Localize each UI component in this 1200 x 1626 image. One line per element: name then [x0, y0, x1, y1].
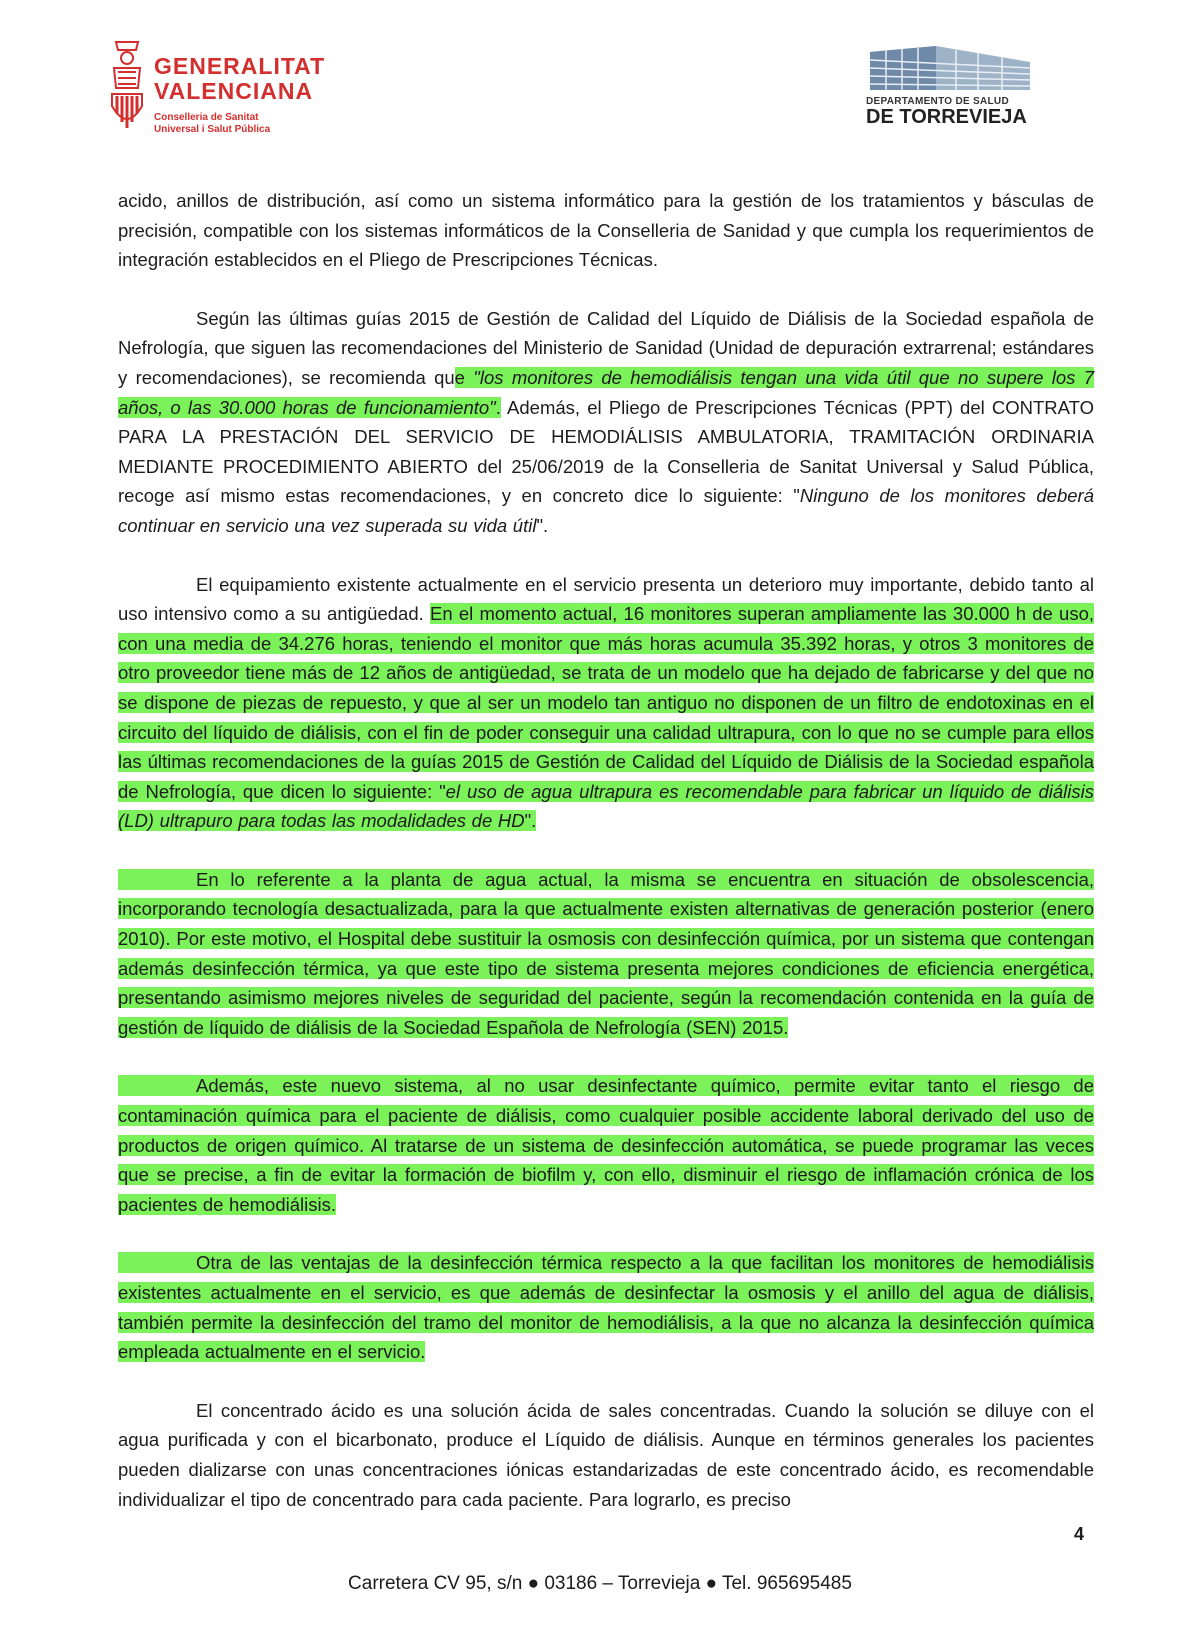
paragraph-7 — [118, 1396, 1094, 1514]
conselleria-line-2: Universal i Salut Pública — [154, 124, 271, 135]
highlight-text: ". — [524, 810, 537, 832]
paragraph-3-text-a: El equipamiento existente actualmente en el servicio presenta un deterioro muy importante, debido tanto al uso intensivo como a su antigüedad. — [118, 573, 1094, 625]
paragraph-2-text-c: ". — [536, 514, 549, 536]
paragraph-7-text: El concentrado ácido es una solución ácida de sales concentradas. Cuando la solución se diluye con el agua purificada y con el bicarbonato, produce el Líquido de diálisis. Aunque en términos generales los pacientes pueden dializarse con unas concentraciones iónicas estandarizadas de este concentrado ácido, es recomendable individualizar el tipo de concentrado para cada paciente. Para lograrlo, es preciso — [118, 1399, 1094, 1510]
conselleria-name — [154, 112, 270, 136]
paragraph-5 — [118, 1071, 1094, 1219]
paragraph-4 — [118, 865, 1094, 1043]
generalitat-valenciana-logo — [108, 36, 348, 146]
conselleria-line-1: Conselleria de Sanitat — [154, 112, 259, 123]
paragraph-6 — [118, 1248, 1094, 1366]
highlight-text: Además, este nuevo sistema, al no usar desinfectante químico, permite evitar tanto el riesgo de contaminación química para el paciente de diálisis, como cualquier posible accidente laboral derivado del uso de productos de origen químico. Al tratarse de un sistema de desinfección automática, se puede programar las veces que se precise, a fin de evitar la formación de biofilm y, con ello, disminuir el riesgo de inflamación crónica de los pacientes de hemodiálisis. — [118, 1075, 1094, 1215]
department-label: DEPARTAMENTO DE SALUD — [866, 96, 1009, 107]
torrevieja-department-logo — [866, 42, 1034, 132]
letterhead — [0, 0, 1200, 160]
highlight — [118, 603, 1094, 831]
generalitat-wordmark — [154, 54, 325, 104]
highlight-text: . — [495, 396, 501, 418]
department-name: DE TORREVIEJA — [866, 106, 1027, 128]
generalitat-line-1: GENERALITAT — [154, 53, 326, 79]
highlight-text: Otra de las ventajas de la desinfección térmica respecto a la que facilitan los monitores de hemodiálisis existentes actualmente en el servicio, es que además de desinfectar la osmosis y el anillo del agua de diálisis, también permite la desinfección del tramo del monitor de hemodiálisis, a la que no alcanza la desinfección química empleada actualmente en el servicio. — [118, 1252, 1094, 1363]
highlight — [118, 869, 1094, 1038]
paragraph-2-text-a: Según las últimas guías 2015 de Gestión de Calidad del Líquido de Diálisis de la Sociedad española de Nefrología, que siguen las recomendaciones del Ministerio de Sanidad (Unidad de depuración extrarrenal; estándares y recomendaciones), se recomienda qu — [118, 307, 1094, 388]
paragraph-2 — [118, 304, 1094, 541]
highlight — [118, 1252, 1094, 1362]
generalitat-line-2: VALENCIANA — [154, 78, 314, 104]
highlighted-quote: "los monitores de hemodiálisis tengan una vida útil que no supere los 7 años, o las 30.000 horas de funcionamiento" — [118, 366, 1095, 418]
paragraph-3 — [118, 570, 1094, 836]
highlight — [118, 1075, 1094, 1214]
paragraph-2-text-b: Además, el Pliego de Prescripciones Técnicas (PPT) del CONTRATO PARA LA PRESTACIÓN DEL SERVICIO DE HEMODIÁLISIS AMBULATORIA, TRAMITACIÓN ORDINARIA MEDIANTE PROCEDIMIENTO ABIERTO del 25/06/2019 de la Conselleria de Sanitat Universal y Salud Pública, recoge así mismo estas recomendaciones, y en concreto dice lo siguiente: " — [118, 396, 1094, 507]
highlight-text: En el momento actual, 16 monitores superan ampliamente las 30.000 h de uso, con una media de 34.276 horas, teniendo el monitor que más horas acumula 35.392 horas, y otros 3 monitores de otro proveedor tiene más de 12 años de antigüedad, se trata de un modelo que ha dejado de fabricarse y del que no se dispone de piezas de repuesto, y que al ser un modelo tan antiguo no disponen de un filtro de endotoxinas en el circuito del líquido de diálisis, con el fin de poder conseguir una calidad ultrapura, con lo que no se cumple para ellos las últimas recomendaciones de la guías 2015 de Gestión de Calidad del Líquido de Diálisis de la Sociedad española de Nefrología, que dicen lo siguiente: " — [118, 603, 1095, 802]
highlighted-quote: el uso de agua ultrapura es recomendable para fabricar un líquido de diálisis (LD) ultrapuro para todas las modalidades de HD — [118, 780, 1094, 832]
page-number: 4 — [1074, 1524, 1085, 1544]
highlight-text: e — [454, 366, 474, 388]
highlight-text: En lo referente a la planta de agua actual, la misma se encuentra en situación de obsolescencia, incorporando tecnología desactualizada, para la que actualmente existen alternativas de generación posterior (enero 2010). Por este motivo, el Hospital debe sustituir la osmosis con desinfección química, por un sistema que contengan además desinfección térmica, ya que este tipo de sistema presenta mejores condiciones de eficiencia energética, presentando asimismo mejores niveles de seguridad del paciente, según la recomendación contenida en la guía de gestión de líquido de diálisis de la Sociedad Española de Nefrología (SEN) 2015. — [118, 868, 1094, 1038]
footer-address: Carretera CV 95, s/n ● 03186 – Torrevieja ● Tel. 965695485 — [348, 1573, 852, 1594]
quote: Ninguno de los monitores deberá continuar en servicio una vez superada su vida útil — [118, 485, 1094, 536]
paragraph-1: acido, anillos de distribución, así como un sistema informático para la gestión de los tratamientos y básculas de precisión, compatible con los sistemas informáticos de la Conselleria de Sanidad y que cumpla los requerimientos de integración establecidos en el Pliego de Prescripciones Técnicas. — [118, 190, 1094, 271]
hospital-building-icon — [866, 42, 1034, 94]
document-body — [118, 186, 1094, 1514]
generalitat-emblem-icon — [108, 36, 146, 138]
